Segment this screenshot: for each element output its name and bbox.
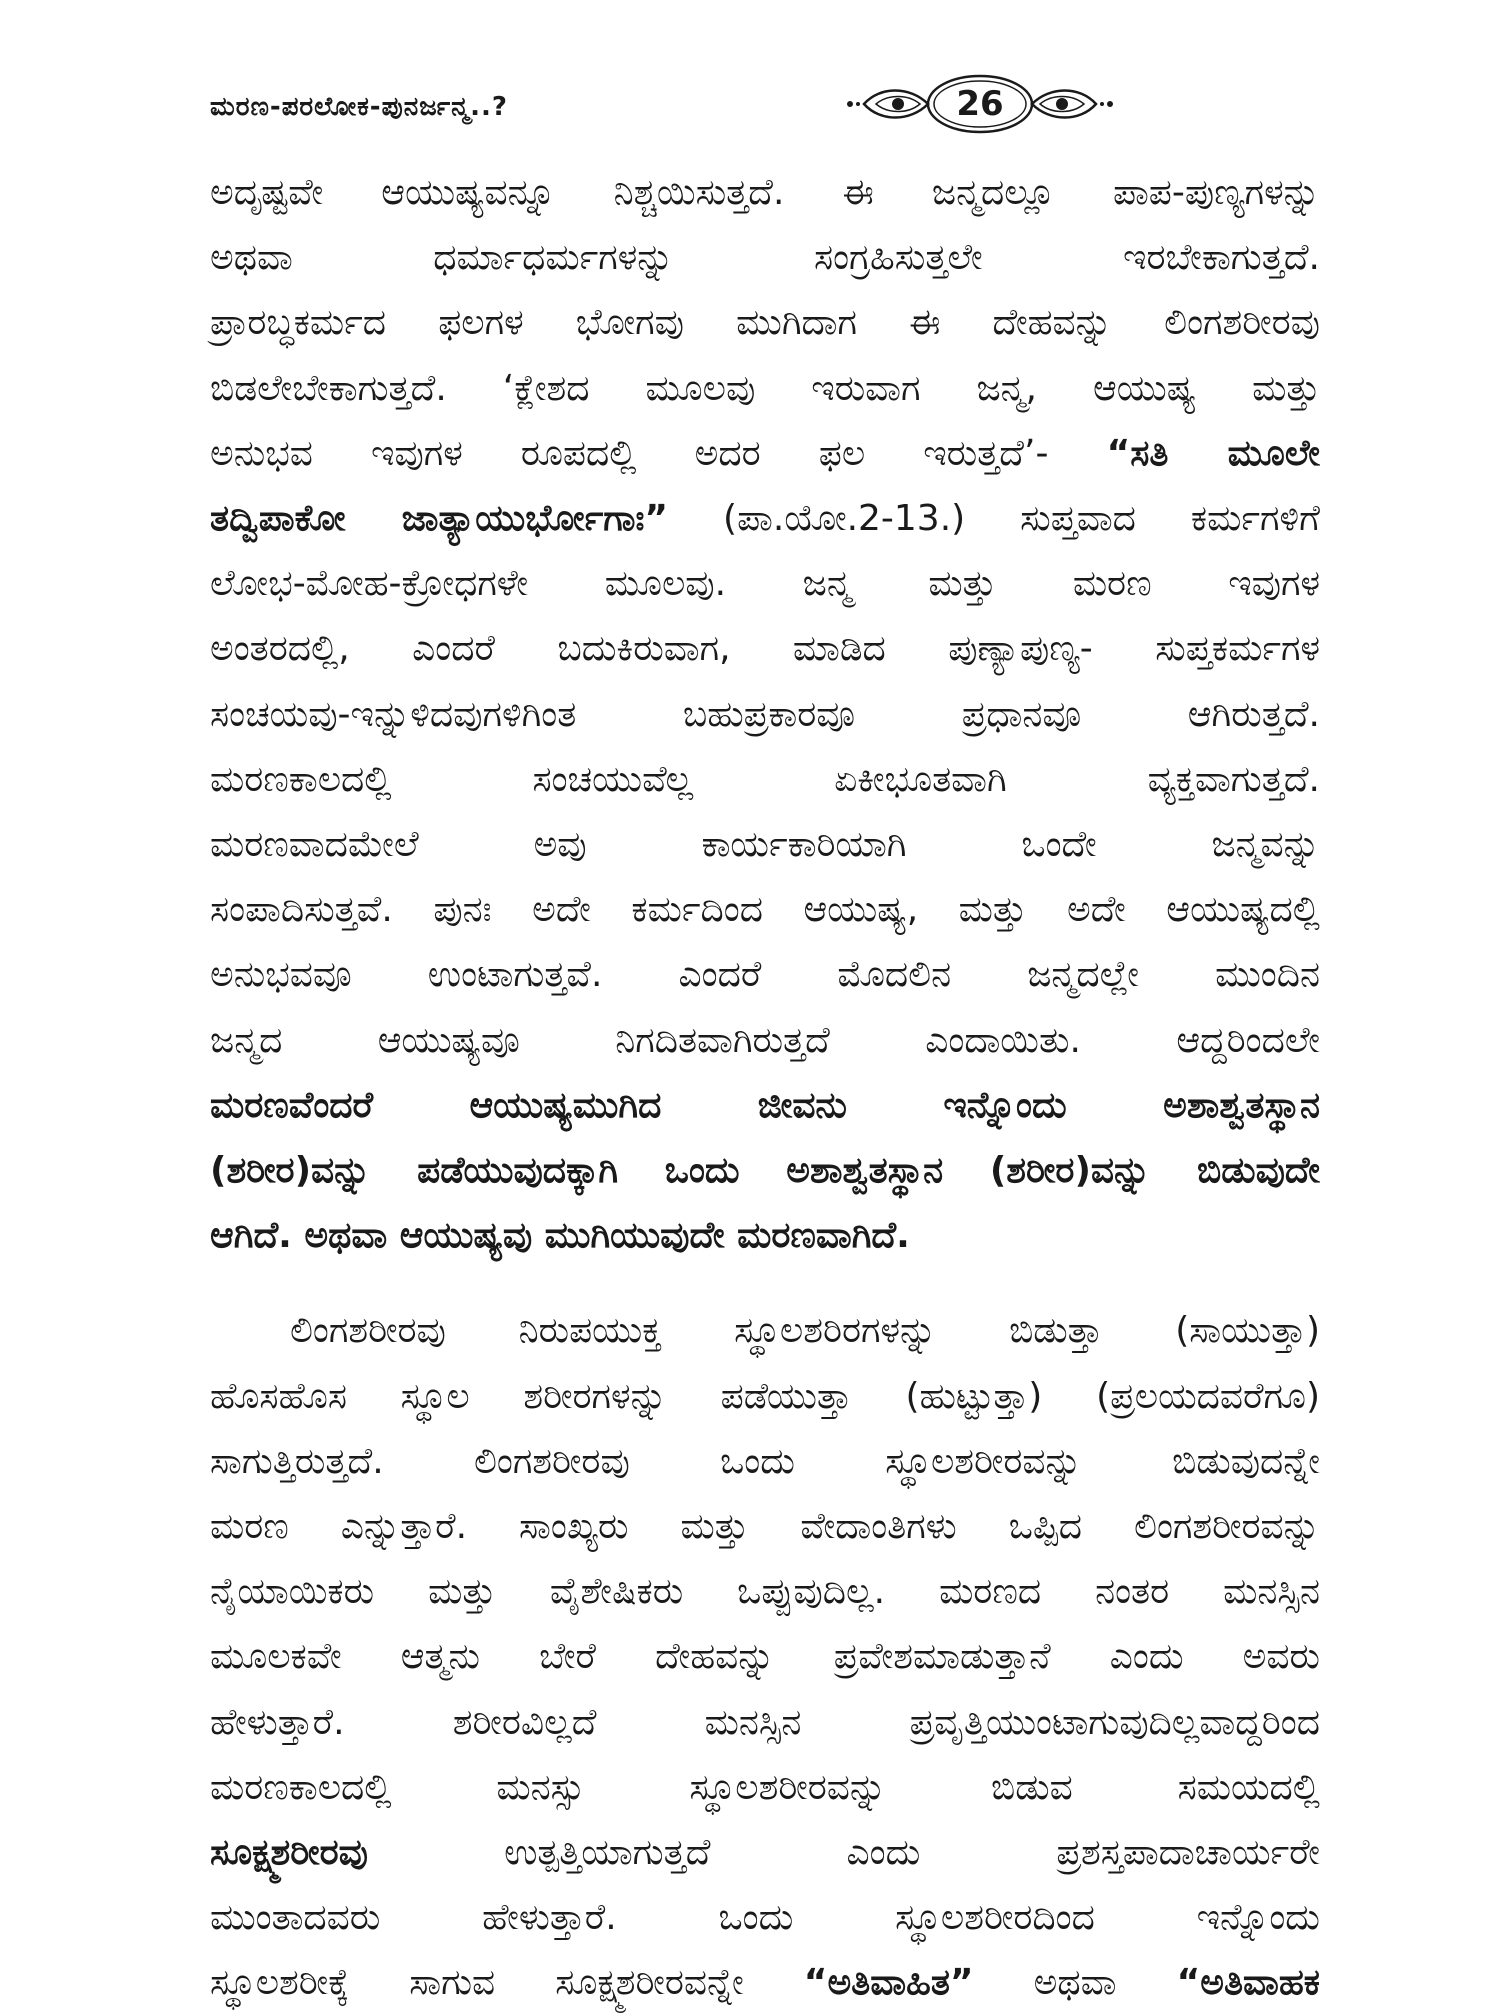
text-run: (ಪಾ.ಯೋ.2-13.) ಸುಪ್ತವಾದ ಕರ್ಮಗಳಿಗೆ bbox=[723, 498, 1320, 540]
page-number: 26 bbox=[956, 84, 1004, 124]
text-line: ಅಂತರದಲ್ಲಿ, ಎಂದರೆ ಬದುಕಿರುವಾಗ, ಮಾಡಿದ ಪುಣ್ಯಾಪುಣ್ಯ- ಸುಪ್ತಕರ್ಮಗಳ bbox=[210, 628, 1320, 670]
text-line: ಸಂಚಯವು-ಇನ್ನುಳಿದವುಗಳಿಗಿಂತ ಬಹುಪ್ರಕಾರವೂ ಪ್ರಧಾನವೂ ಆಗಿರುತ್ತದೆ. bbox=[210, 693, 1320, 735]
page-number-ornament bbox=[840, 72, 1120, 136]
text-run: ಸ್ಥೂಲಶರೀಕ್ಕೆ ಸಾಗುವ ಸೂಕ್ಷ್ಮಶರೀರವನ್ನೇ bbox=[210, 1962, 744, 2004]
body-text bbox=[210, 160, 1320, 2016]
bold-quote: “ಸತಿ ಮೂಲೇ bbox=[1106, 432, 1320, 474]
text-line: ಜನ್ಮದ ಆಯುಷ್ಯವೂ ನಿಗದಿತವಾಗಿರುತ್ತದೆ ಎಂದಾಯಿತು. ಆದ್ದರಿಂದಲೇ bbox=[210, 1019, 1320, 1061]
text-line: ಲಿಂಗಶರೀರವು ನಿರುಪಯುಕ್ತ ಸ್ಥೂಲಶರಿರಗಳನ್ನು ಬಿಡುತ್ತಾ (ಸಾಯುತ್ತಾ) bbox=[290, 1310, 1320, 1352]
text-line: ಅನುಭವವೂ ಉಂಟಾಗುತ್ತವೆ. ಎಂದರೆ ಮೊದಲಿನ ಜನ್ಮದಲ್ಲೇ ಮುಂದಿನ bbox=[210, 954, 1320, 996]
text-line: ಮರಣಕಾಲದಲ್ಲಿ ಮನಸ್ಸು ಸ್ಥೂಲಶರೀರವನ್ನು ಬಿಡುವ ಸಮಯದಲ್ಲಿ bbox=[210, 1766, 1320, 1808]
text-line: ಮೂಲಕವೇ ಆತ್ಮನು ಬೇರೆ ದೇಹವನ್ನು ಪ್ರವೇಶಮಾಡುತ್ತಾನೆ ಎಂದು ಅವರು bbox=[210, 1636, 1320, 1678]
text-line: ಹೊಸಹೊಸ ಸ್ಥೂಲ ಶರೀರಗಳನ್ನು ಪಡೆಯುತ್ತಾ (ಹುಟ್ಟುತ್ತಾ) (ಪ್ರಲಯದವರೆಗೂ) bbox=[210, 1375, 1320, 1417]
text-line: ಬಿಡಲೇಬೇಕಾಗುತ್ತದೆ. ‘ಕ್ಲೇಶದ ಮೂಲವು ಇರುವಾಗ ಜನ್ಮ, ಆಯುಷ್ಯ ಮತ್ತು bbox=[210, 367, 1320, 409]
text-run: ಅಥವಾ bbox=[1033, 1962, 1117, 2004]
text-run: ಉತ್ಪತ್ತಿಯಾಗುತ್ತದೆ ಎಂದು ಪ್ರಶಸ್ತಪಾದಾಚಾರ್ಯರೇ bbox=[504, 1832, 1321, 1874]
bold-term: “ಅತಿವಾಹಕ bbox=[1176, 1962, 1320, 2004]
running-title: ಮರಣ-ಪರಲೋಕ-ಪುನರ್ಜನ್ಮ..? bbox=[210, 92, 508, 122]
text-line: ಸಾಗುತ್ತಿರುತ್ತದೆ. ಲಿಂಗಶರೀರವು ಒಂದು ಸ್ಥೂಲಶರೀರವನ್ನು ಬಿಡುವುದನ್ನೇ bbox=[210, 1440, 1320, 1482]
text-line-bold: (ಶರೀರ)ವನ್ನು ಪಡೆಯುವುದಕ್ಕಾಗಿ ಒಂದು ಅಶಾಶ್ವತಸ್ಥಾನ (ಶರೀರ)ವನ್ನು ಬಿಡುವುದೇ bbox=[210, 1150, 1320, 1192]
text-line: ಅಥವಾ ಧರ್ಮಾಧರ್ಮಗಳನ್ನು ಸಂಗ್ರಹಿಸುತ್ತಲೇ ಇರಬೇಕಾಗುತ್ತದೆ. bbox=[210, 237, 1320, 279]
bold-term: ಸೂಕ್ಷ್ಮಶರೀರವು bbox=[210, 1832, 369, 1874]
text-line: ಅದೃಷ್ಟವೇ ಆಯುಷ್ಯವನ್ನೂ ನಿಶ್ಚಯಿಸುತ್ತದೆ. ಈ ಜನ್ಮದಲ್ಲೂ ಪಾಪ-ಪುಣ್ಯಗಳನ್ನು bbox=[210, 172, 1320, 213]
text-line-bold: ಆಗಿದೆ. ಅಥವಾ ಆಯುಷ್ಯವು ಮುಗಿಯುವುದೇ ಮರಣವಾಗಿದೆ. bbox=[210, 1215, 910, 1257]
text-line bbox=[210, 1820, 1320, 1885]
text-line bbox=[210, 421, 1320, 486]
text-line: ನೈಯಾಯಿಕರು ಮತ್ತು ವೈಶೇಷಿಕರು ಒಪ್ಪುವುದಿಲ್ಲ. ಮರಣದ ನಂತರ ಮನಸ್ಸಿನ bbox=[210, 1571, 1320, 1613]
paragraph-2 bbox=[210, 1298, 1320, 2015]
text-line-bold: ಮರಣವೆಂದರೆ ಆಯುಷ್ಯಮುಗಿದ ಜೀವನು ಇನ್ನೊಂದು ಅಶಾಶ್ವತಸ್ಥಾನ bbox=[210, 1084, 1320, 1126]
text-line: ಮರಣವಾದಮೇಲೆ ಅವು ಕಾರ್ಯಕಾರಿಯಾಗಿ ಒಂದೇ ಜನ್ಮವನ್ನು bbox=[210, 824, 1320, 866]
bold-quote: ತದ್ವಿಪಾಕೋ ಜಾತ್ಯಾಯುರ್ಭೋಗಾಃ” bbox=[210, 498, 669, 540]
paragraph-1 bbox=[210, 160, 1320, 1268]
text-line: ಮರಣಕಾಲದಲ್ಲಿ ಸಂಚಯುವೆಲ್ಲ ಏಕೀಭೂತವಾಗಿ ವ್ಯಕ್ತವಾಗುತ್ತದೆ. bbox=[210, 758, 1320, 800]
bold-term: “ಅತಿವಾಹಿತ” bbox=[803, 1962, 974, 2004]
text-line bbox=[210, 486, 1320, 551]
text-run: ಅನುಭವ ಇವುಗಳ ರೂಪದಲ್ಲಿ ಅದರ ಫಲ ಇರುತ್ತದೆ’- bbox=[210, 432, 1049, 474]
page-header bbox=[210, 72, 1330, 142]
text-line: ಹೇಳುತ್ತಾರೆ. ಶರೀರವಿಲ್ಲದೆ ಮನಸ್ಸಿನ ಪ್ರವೃತ್ತಿಯುಂಟಾಗುವುದಿಲ್ಲವಾದ್ದರಿಂದ bbox=[210, 1701, 1320, 1743]
text-line: ಲೋಭ-ಮೋಹ-ಕ್ರೋಧಗಳೇ ಮೂಲವು. ಜನ್ಮ ಮತ್ತು ಮರಣ ಇವುಗಳ bbox=[210, 563, 1320, 605]
paragraph-gap bbox=[210, 1268, 1320, 1298]
text-line: ಮರಣ ಎನ್ನುತ್ತಾರೆ. ಸಾಂಖ್ಯರು ಮತ್ತು ವೇದಾಂತಿಗಳು ಒಪ್ಪಿದ ಲಿಂಗಶರೀರವನ್ನು bbox=[210, 1506, 1320, 1548]
text-line: ಸಂಪಾದಿಸುತ್ತವೆ. ಪುನಃ ಅದೇ ಕರ್ಮದಿಂದ ಆಯುಷ್ಯ, ಮತ್ತು ಅದೇ ಆಯುಷ್ಯದಲ್ಲಿ bbox=[210, 889, 1320, 931]
text-line: ಮುಂತಾದವರು ಹೇಳುತ್ತಾರೆ. ಒಂದು ಸ್ಥೂಲಶರೀರದಿಂದ ಇನ್ನೊಂದು bbox=[210, 1897, 1320, 1939]
text-line: ಪ್ರಾರಬ್ಧಕರ್ಮದ ಫಲಗಳ ಭೋಗವು ಮುಗಿದಾಗ ಈ ದೇಹವನ್ನು ಲಿಂಗಶರೀರವು bbox=[210, 302, 1320, 344]
text-line bbox=[210, 1950, 1320, 2015]
